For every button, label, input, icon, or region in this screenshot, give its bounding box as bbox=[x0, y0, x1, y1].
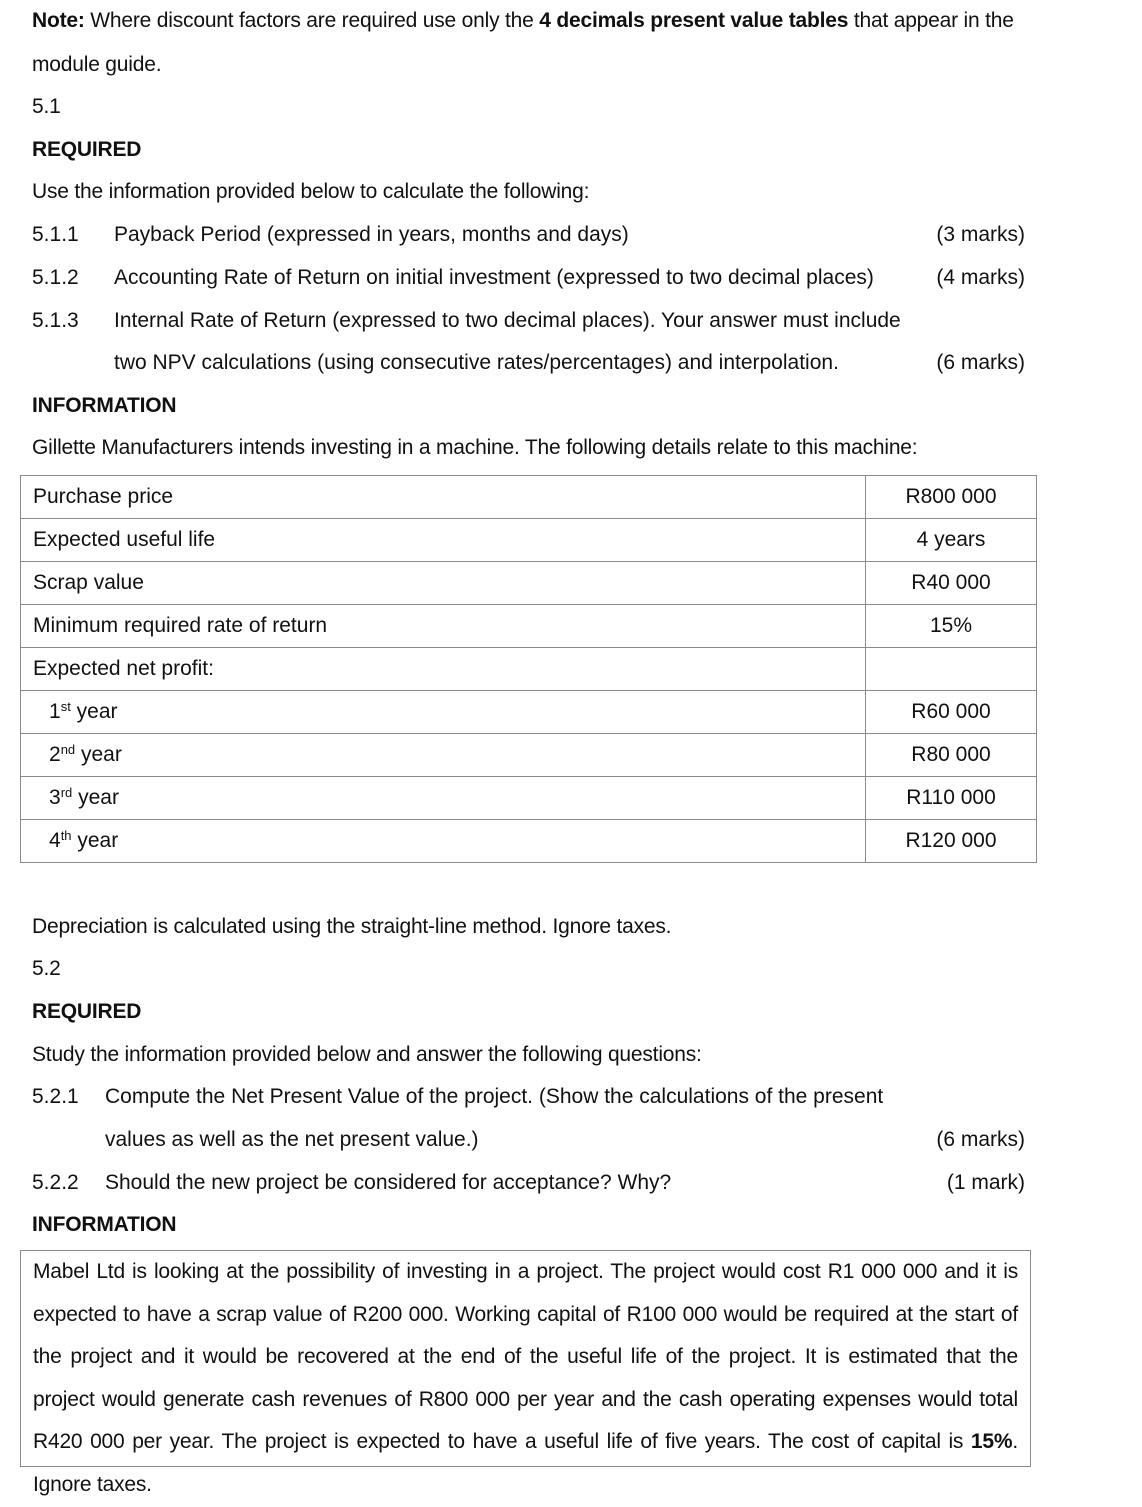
year-4-profit: R120 000 bbox=[866, 820, 1037, 863]
purchase-price-label: Purchase price bbox=[21, 476, 866, 519]
item-5-1-2-marks: (4 marks) bbox=[936, 266, 1025, 289]
item-5-1-3-text: Internal Rate of Return (expressed to two decimal places). Your answer must include bbox=[114, 309, 901, 332]
scrap-value-value: R40 000 bbox=[866, 562, 1037, 605]
item-5-1-2-number: 5.1.2 bbox=[32, 266, 79, 289]
note-text-a: Where discount factors are required use only the bbox=[84, 9, 540, 32]
item-5-1-3-text-line-2: two NPV calculations (using consecutive rates/percentages) and interpolation. bbox=[114, 351, 839, 374]
year-4-number: 4 bbox=[49, 829, 61, 852]
year-3-number: 3 bbox=[49, 786, 61, 809]
item-5-2-2-number: 5.2.2 bbox=[32, 1171, 79, 1194]
year-2-word: year bbox=[75, 743, 122, 766]
year-3-word: year bbox=[72, 786, 119, 809]
table-row bbox=[21, 648, 1037, 691]
section-5-1-info-intro: Gillette Manufacturers intends investing in a machine. The following details relate to this machine: bbox=[32, 436, 918, 459]
year-3-label bbox=[21, 777, 866, 820]
table-row bbox=[21, 777, 1037, 820]
item-5-1-1-number: 5.1.1 bbox=[32, 223, 79, 246]
section-5-2-information-heading: INFORMATION bbox=[32, 1213, 177, 1236]
year-4-label bbox=[21, 820, 866, 863]
year-1-profit: R60 000 bbox=[866, 691, 1037, 734]
mabel-ltd-paragraph bbox=[33, 1251, 1018, 1507]
year-4-word: year bbox=[71, 829, 119, 852]
section-5-2-required-heading: REQUIRED bbox=[32, 1000, 142, 1023]
scrap-value-label: Scrap value bbox=[21, 562, 866, 605]
year-3-suffix: rd bbox=[60, 785, 73, 800]
table-row bbox=[21, 820, 1037, 863]
table-row bbox=[21, 562, 1037, 605]
table-row bbox=[21, 476, 1037, 519]
machine-details-table bbox=[20, 475, 1037, 863]
year-1-word: year bbox=[70, 700, 118, 723]
year-1-number: 1 bbox=[49, 700, 61, 723]
note-line bbox=[32, 9, 1014, 33]
purchase-price-value: R800 000 bbox=[866, 476, 1037, 519]
year-2-profit: R80 000 bbox=[866, 734, 1037, 777]
required-rate-label: Minimum required rate of return bbox=[21, 605, 866, 648]
section-5-1-information-heading: INFORMATION bbox=[32, 394, 177, 417]
item-5-2-1-text: Compute the Net Present Value of the project. (Show the calculations of the present bbox=[105, 1085, 884, 1108]
section-5-2-intro: Study the information provided below and answer the following questions: bbox=[32, 1043, 702, 1066]
depreciation-note: Depreciation is calculated using the straight-line method. Ignore taxes. bbox=[32, 915, 672, 938]
table-row bbox=[21, 605, 1037, 648]
year-4-suffix: th bbox=[60, 828, 72, 843]
note-text-b: that appear in the bbox=[848, 9, 1014, 32]
year-3-profit: R110 000 bbox=[866, 777, 1037, 820]
item-5-1-3-number: 5.1.3 bbox=[32, 309, 79, 332]
year-2-label bbox=[21, 734, 866, 777]
table-row bbox=[21, 691, 1037, 734]
table-row bbox=[21, 734, 1037, 777]
net-profit-empty-cell bbox=[866, 648, 1037, 691]
year-2-suffix: nd bbox=[60, 742, 76, 757]
item-5-1-3-marks: (6 marks) bbox=[936, 351, 1025, 374]
year-1-suffix: st bbox=[60, 699, 71, 714]
year-1-label bbox=[21, 691, 866, 734]
item-5-1-1-marks: (3 marks) bbox=[936, 223, 1025, 246]
item-5-2-1-number: 5.2.1 bbox=[32, 1085, 79, 1108]
year-2-number: 2 bbox=[49, 743, 61, 766]
item-5-1-1-text: Payback Period (expressed in years, months and days) bbox=[114, 223, 629, 246]
section-5-1-number: 5.1 bbox=[32, 95, 61, 118]
note-label: Note: bbox=[32, 9, 85, 32]
item-5-2-1-marks: (6 marks) bbox=[936, 1128, 1025, 1151]
item-5-2-1-text-line-2: values as well as the net present value.) bbox=[105, 1128, 479, 1151]
cost-of-capital-bold: 15% bbox=[970, 1430, 1013, 1454]
useful-life-value: 4 years bbox=[866, 519, 1037, 562]
note-line-2: module guide. bbox=[32, 53, 162, 76]
mabel-ltd-information-box bbox=[20, 1250, 1031, 1496]
table-row bbox=[21, 519, 1037, 562]
required-rate-value: 15% bbox=[866, 605, 1037, 648]
item-5-2-2-text: Should the new project be considered for acceptance? Why? bbox=[105, 1171, 672, 1194]
mabel-text-b: . Ignore taxes. bbox=[33, 1430, 1018, 1496]
note-bold-text: 4 decimals present value tables bbox=[539, 9, 849, 32]
item-5-1-2-text: Accounting Rate of Return on initial investment (expressed to two decimal places) bbox=[114, 266, 874, 289]
net-profit-label: Expected net profit: bbox=[21, 648, 866, 691]
useful-life-label: Expected useful life bbox=[21, 519, 866, 562]
section-5-1-required-heading: REQUIRED bbox=[32, 138, 142, 161]
item-5-2-2-marks: (1 mark) bbox=[946, 1171, 1025, 1194]
section-5-1-intro: Use the information provided below to calculate the following: bbox=[32, 180, 590, 203]
section-5-2-number: 5.2 bbox=[32, 957, 61, 980]
mabel-text-a: Mabel Ltd is looking at the possibility of investing in a project. The project would cost R1 000 000 and it is expected to have a scrap value of R200 000. Working capital of R100 000 would be required at the start of the project and it would be recovered at the end of the useful life of the project. It is estimated that the project would generate cash revenues of R800 000 per year and the cash operating expenses would total R420 000 per year. The project is expected to have a useful life of five years. The cost of capital is bbox=[33, 1260, 1018, 1454]
